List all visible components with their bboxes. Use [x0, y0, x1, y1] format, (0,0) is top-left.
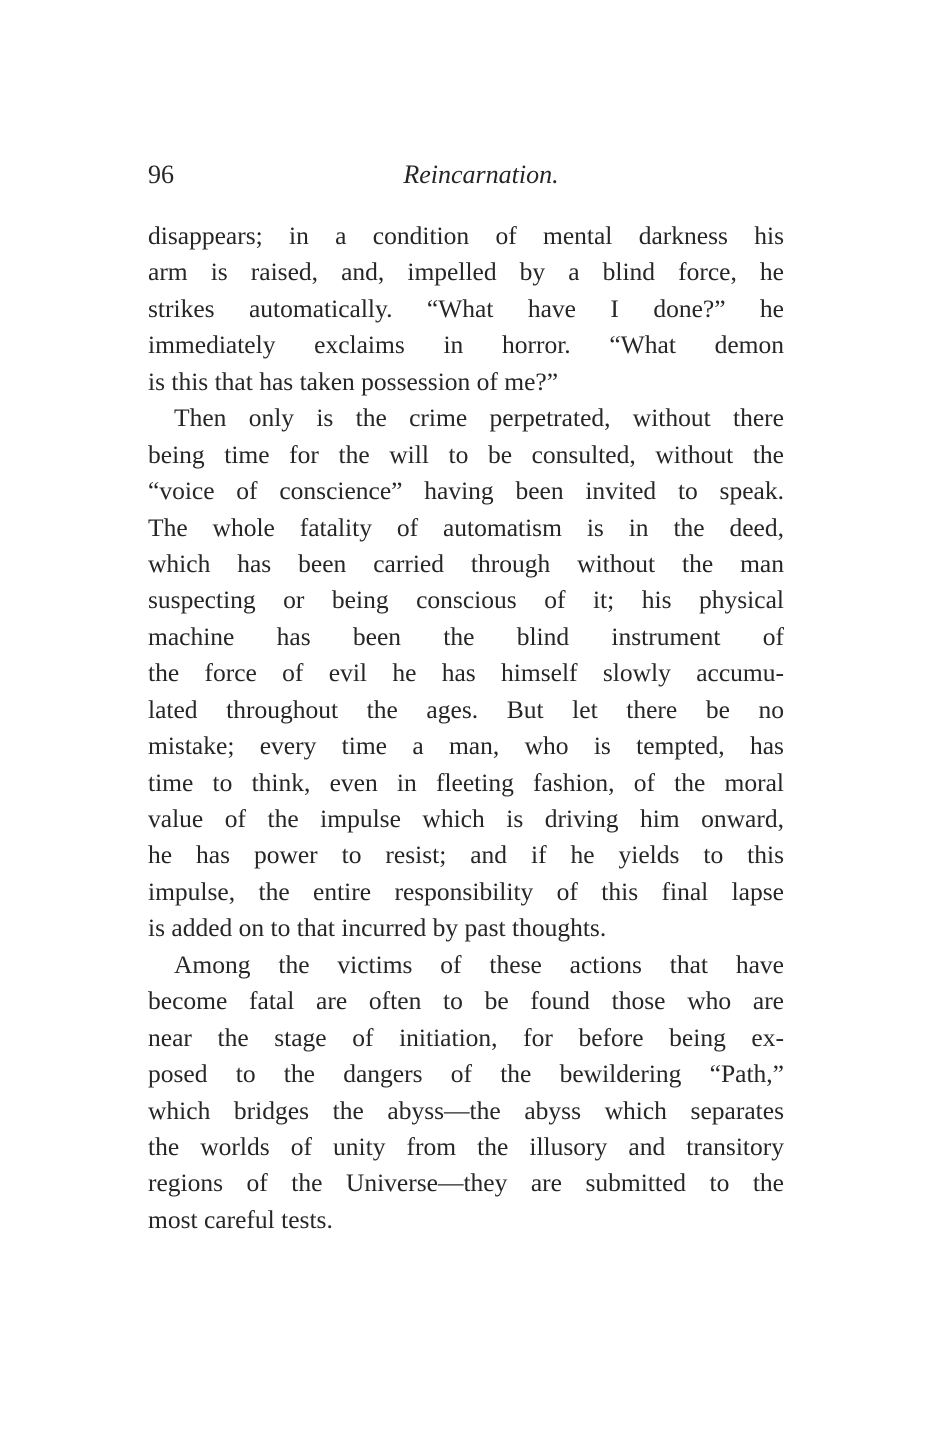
text-line: disappears; in a condition of mental darkness his — [148, 221, 784, 250]
text-line: strikes automatically. “What have I done?” he — [148, 293, 784, 323]
text-line: the force of evil he has himself slowly accumu- — [148, 658, 784, 688]
paragraph — [148, 400, 784, 947]
paragraph — [148, 947, 784, 1239]
running-title: Reincarnation. — [403, 160, 559, 189]
text-line: near the stage of initiation, for before being ex- — [148, 1022, 784, 1052]
text-line: which has been carried through without the man — [148, 548, 784, 578]
text-line: The whole fatality of automatism is in the deed, — [148, 512, 784, 542]
text-line: regions of the Universe—they are submitted to the — [148, 1168, 784, 1198]
text-line: is this that has taken possession of me?” — [148, 366, 559, 396]
text-line: impulse, the entire responsibility of this final lapse — [148, 876, 784, 906]
text-line: lated throughout the ages. But let there be no — [148, 694, 784, 724]
paragraph — [148, 218, 784, 400]
text-line: posed to the dangers of the bewildering “Path,” — [148, 1059, 784, 1089]
text-line: he has power to resist; and if he yields to this — [148, 840, 784, 870]
page-number: 96 — [148, 160, 174, 189]
text-line: arm is raised, and, impelled by a blind force, he — [148, 257, 784, 287]
text-line: most careful tests. — [148, 1204, 333, 1234]
text-line: Then only is the crime perpetrated, without there — [174, 403, 784, 433]
text-line: time to think, even in fleeting fashion, of the moral — [148, 767, 784, 797]
text-line: being time for the will to be consulted, without the — [148, 439, 784, 469]
text-line: “voice of conscience” having been invited to speak. — [148, 476, 784, 506]
page-body — [148, 218, 784, 1238]
text-line: machine has been the blind instrument of — [148, 621, 784, 651]
text-line: which bridges the abyss—the abyss which separates — [148, 1095, 784, 1125]
text-line: become fatal are often to be found those who are — [148, 986, 784, 1016]
text-line: the worlds of unity from the illusory and transitory — [148, 1131, 784, 1161]
page-header — [148, 160, 784, 196]
text-line: mistake; every time a man, who is tempted, has — [148, 731, 784, 761]
text-line: suspecting or being conscious of it; his physical — [148, 585, 784, 615]
text-line: value of the impulse which is driving him onward, — [148, 804, 784, 833]
text-line: Among the victims of these actions that have — [174, 949, 784, 979]
text-line: is added on to that incurred by past thoughts. — [148, 913, 607, 943]
text-line: immediately exclaims in horror. “What demon — [148, 330, 784, 360]
